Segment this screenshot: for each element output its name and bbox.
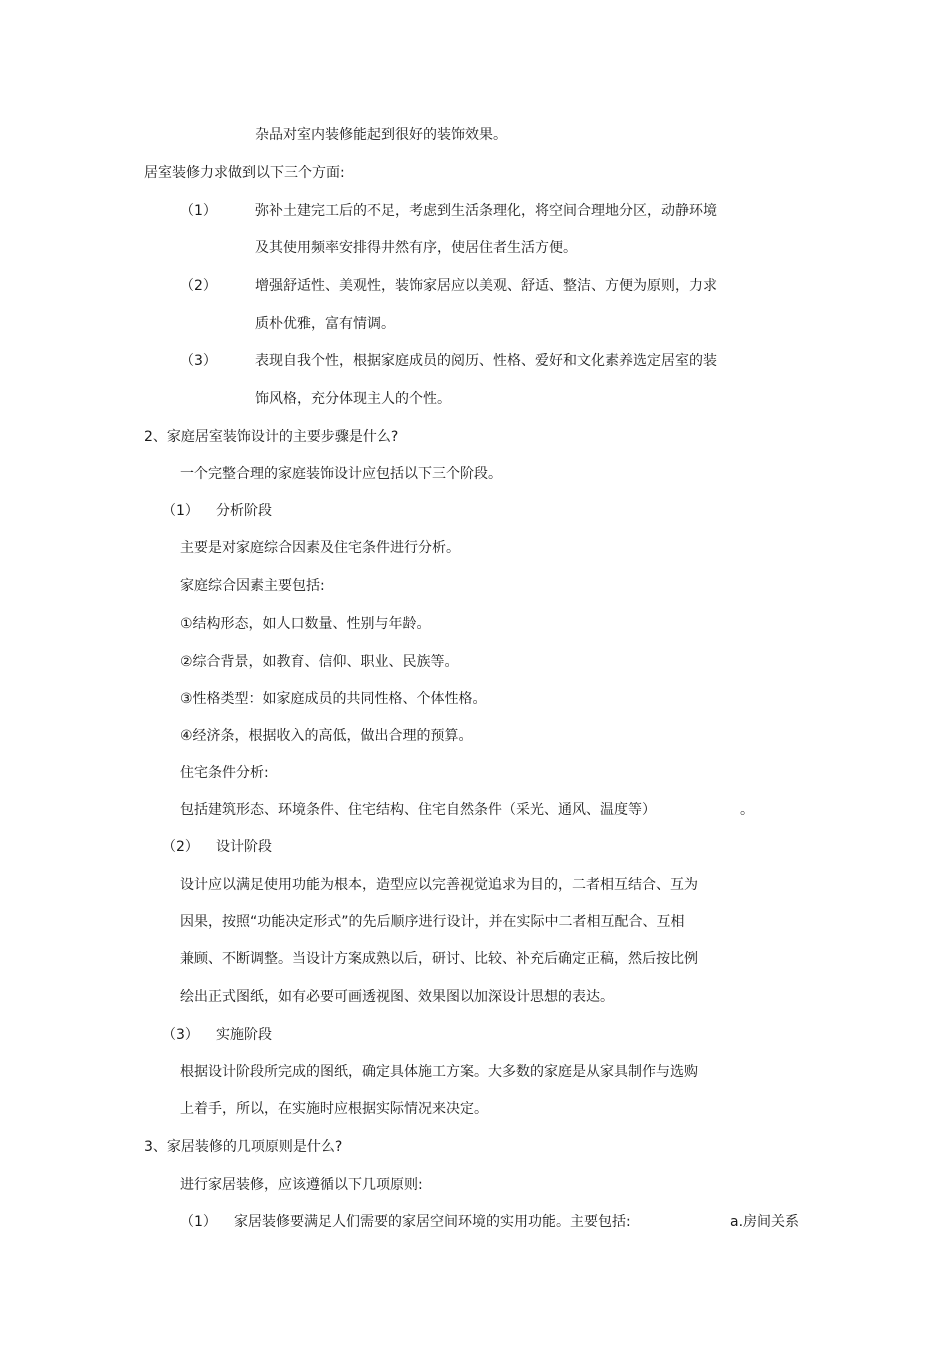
stage-3-line-1: 根据设计阶段所完成的图纸，确定具体施工方案。大多数的家庭是从家具制作与选购 xyxy=(180,1064,698,1080)
aspect-1-line-2: 及其使用频率安排得井然有序，使居住者生活方便。 xyxy=(255,240,577,256)
factor-item-1: ①结构形态，如人口数量、性别与年龄。 xyxy=(180,616,431,632)
stage-1-number: （1） xyxy=(162,503,199,519)
aspect-3-number: （3） xyxy=(180,353,217,369)
aspect-2-number: （2） xyxy=(180,278,217,294)
stage-1-paragraph-4-end: 。 xyxy=(740,802,754,818)
aspect-3-line-2: 饰风格，充分体现主人的个性。 xyxy=(255,391,451,407)
intro-tail: 杂品对室内装修能起到很好的装饰效果。 xyxy=(255,127,507,143)
stage-1-paragraph-1: 主要是对家庭综合因素及住宅条件进行分析。 xyxy=(180,540,460,556)
question-3-title: 3、家居装修的几项原则是什么? xyxy=(144,1139,343,1155)
stage-2-line-4: 绘出正式图纸，如有必要可画透视图、效果图以加深设计思想的表达。 xyxy=(180,989,614,1005)
question-2-intro: 一个完整合理的家庭装饰设计应包括以下三个阶段。 xyxy=(180,466,502,482)
stage-1-paragraph-2: 家庭综合因素主要包括: xyxy=(180,578,325,594)
aspect-2-line-2: 质朴优雅，富有情调。 xyxy=(255,316,395,332)
stage-3-number: （3） xyxy=(162,1027,199,1043)
stage-2-line-1: 设计应以满足使用功能为根本，造型应以完善视觉追求为目的，二者相互结合、互为 xyxy=(180,877,698,893)
aspect-1-number: （1） xyxy=(180,203,217,219)
stage-3-line-2: 上着手，所以，在实施时应根据实际情况来决定。 xyxy=(180,1101,488,1117)
stage-1-paragraph-4: 包括建筑形态、环境条件、住宅结构、住宅自然条件（采光、通风、温度等） xyxy=(180,802,656,818)
stage-1-title: 分析阶段 xyxy=(216,503,272,519)
aspects-heading: 居室装修力求做到以下三个方面: xyxy=(144,165,345,181)
aspect-3-line-1: 表现自我个性，根据家庭成员的阅历、性格、爱好和文化素养选定居室的装 xyxy=(255,353,717,369)
stage-1-paragraph-3: 住宅条件分析: xyxy=(180,765,269,781)
principle-1-text: 家居装修要满足人们需要的家居空间环境的实用功能。主要包括: xyxy=(234,1214,631,1230)
aspect-2-line-1: 增强舒适性、美观性，装饰家居应以美观、舒适、整洁、方便为原则，力求 xyxy=(255,278,717,294)
factor-item-3: ③性格类型：如家庭成员的共同性格、个体性格。 xyxy=(180,691,487,707)
factor-item-4: ④经济条，根据收入的高低，做出合理的预算。 xyxy=(180,728,473,744)
stage-3-title: 实施阶段 xyxy=(216,1027,272,1043)
stage-2-number: （2） xyxy=(162,839,199,855)
principle-1-number: （1） xyxy=(180,1214,217,1230)
stage-2-line-2: 因果，按照“功能决定形式”的先后顺序进行设计，并在实际中二者相互配合、互相 xyxy=(180,914,685,930)
aspect-1-line-1: 弥补土建完工后的不足，考虑到生活条理化，将空间合理地分区，动静环境 xyxy=(255,203,717,219)
question-2-title: 2、家庭居室装饰设计的主要步骤是什么? xyxy=(144,429,399,445)
stage-2-title: 设计阶段 xyxy=(216,839,272,855)
question-3-intro: 进行家居装修，应该遵循以下几项原则: xyxy=(180,1177,423,1193)
stage-2-line-3: 兼顾、不断调整。当设计方案成熟以后，研讨、比较、补充后确定正稿，然后按比例 xyxy=(180,951,698,967)
principle-1-tail: a.房间关系 xyxy=(730,1214,800,1230)
factor-item-2: ②综合背景，如教育、信仰、职业、民族等。 xyxy=(180,654,459,670)
